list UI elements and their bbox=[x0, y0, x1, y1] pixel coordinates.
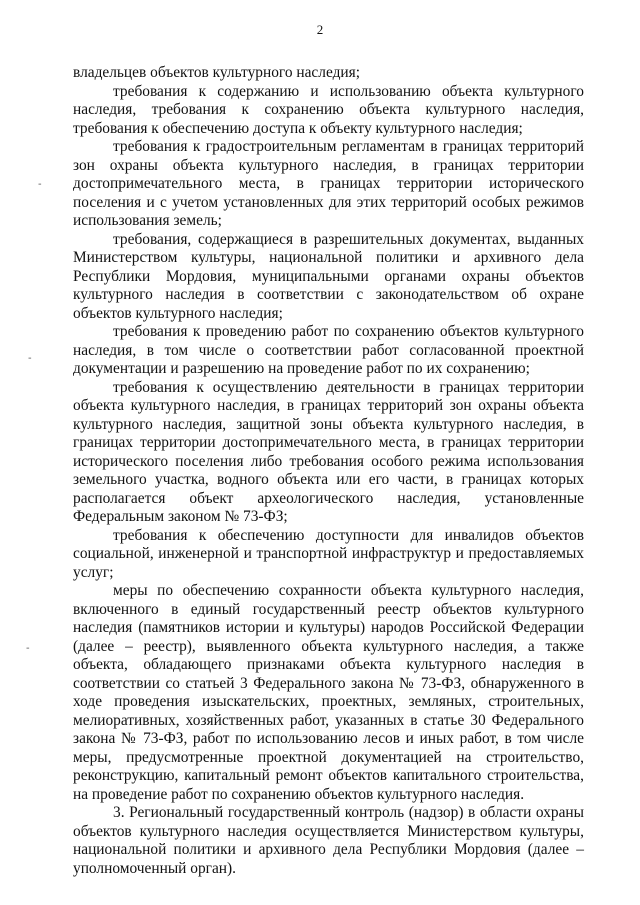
paragraph: требования к осуществлению деятельности в границах территории объекта культурного наследия, в границах территорий зон охраны объекта культурного наследия, защитной зоны объекта культурного наследия, в границах территории достопримечательного места, в границах территории исторического поселения либо требования особого режима использования земельного участка, водного объекта или его части, в границах которых располагается объект археологического наследия, установленные Федеральным законом № 73-ФЗ; bbox=[73, 378, 584, 525]
paragraph: 3. Региональный государственный контроль (надзор) в области охраны объектов культурного наследия осуществляется Министерством культуры, национальной политики и архивного дела Республики Мордовия (далее – уполномоченный орган). bbox=[73, 804, 584, 877]
margin-mark: - bbox=[38, 179, 42, 190]
page-number: 2 bbox=[316, 22, 324, 37]
document-body bbox=[73, 64, 584, 878]
margin-mark: - bbox=[28, 353, 32, 364]
margin-mark: - bbox=[26, 643, 30, 654]
paragraph: владельцев объектов культурного наследия; bbox=[73, 64, 360, 81]
paragraph: меры по обеспечению сохранности объекта культурного наследия, включенного в единый государственный реестр объектов культурного наследия (памятников истории и культуры) народов Российской Федерации (далее – реестр), выявленного объекта культурного наследия, а также объекта, обладающего признаками объекта культурного наследия в соответствии со статьей 3 Федерального закона № 73-ФЗ, обнаруженного в ходе проведения изыскательских, проектных, земляных, строительных, мелиоративных, хозяйственных работ, указанных в статье 30 Федерального закона № 73-ФЗ, работ по использованию лесов и иных работ, в том числе меры, предусмотренные проектной документацией на строительство, реконструкцию, капитальный ремонт объектов капитального строительства, на проведение работ по сохранению объектов культурного наследия. bbox=[73, 582, 584, 803]
paragraph: требования к градостроительным регламентам в границах территорий зон охраны объекта культурного наследия, в границах территории достопримечательного места, в границах территории исторического поселения и с учетом установленных для этих территорий особых режимов использования земель; bbox=[73, 138, 584, 229]
paragraph: требования к проведению работ по сохранению объектов культурного наследия, в том числе о соответствии работ согласованной проектной документации и разрешению на проведение работ по их сохранению; bbox=[73, 323, 584, 377]
paragraph: требования к обеспечению доступности для инвалидов объектов социальной, инженерной и транспортной инфраструктур и предоставляемых услуг; bbox=[73, 526, 584, 581]
paragraph: требования, содержащиеся в разрешительных документах, выданных Министерством культуры, национальной политики и архивного дела Республики Мордовия, муниципальными органами охраны объектов культурного наследия в соответствии с законодательством об охране объектов культурного наследия; bbox=[73, 230, 584, 322]
paragraph: требования к содержанию и использованию объекта культурного наследия, требования к сохранению объекта культурного наследия, требования к обеспечению доступа к объекту культурного наследия; bbox=[73, 82, 584, 137]
